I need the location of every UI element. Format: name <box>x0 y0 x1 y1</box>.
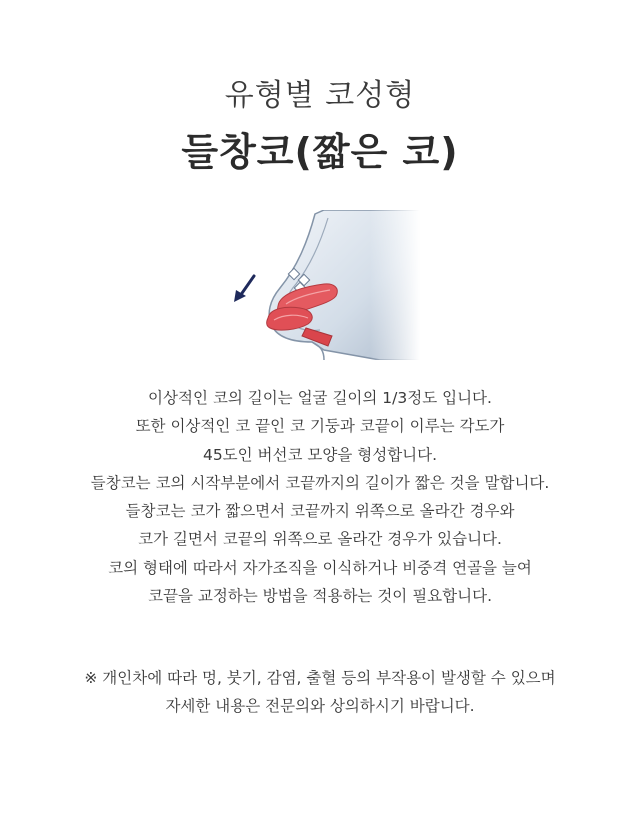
arrow-down-left-icon <box>234 276 254 302</box>
notice-line: ※ 개인차에 따라 멍, 붓기, 감염, 출혈 등의 부작용이 발생할 수 있으며 <box>84 669 556 687</box>
page-title: 들창코(짧은 코) <box>181 130 459 174</box>
description-line: 또한 이상적인 코 끝인 코 기둥과 코끝이 이루는 각도가 <box>135 417 505 436</box>
description-line: 이상적인 코의 길이는 얼굴 길이의 1/3정도 입니다. <box>148 389 492 407</box>
title-wrap <box>0 122 640 182</box>
description-line: 코가 길면서 코끝의 위쪽으로 올라간 경우가 있습니다. <box>138 530 502 549</box>
nose-side-profile-illustration-icon <box>220 210 420 360</box>
notice-line: 자세한 내용은 전문의와 상의하시기 바랍니다. <box>165 697 475 715</box>
page-title-block <box>175 122 464 182</box>
notice-text <box>0 664 640 720</box>
description-line: 들창코는 코의 시작부분에서 코끝까지의 길이가 짧은 것을 말합니다. <box>90 473 550 492</box>
description-text <box>0 384 640 610</box>
description-line: 코의 형태에 따라서 자가조직을 이식하거나 비중격 연골을 늘여 <box>108 558 532 577</box>
page-subtitle: 유형별 코성형 <box>224 78 416 113</box>
nose-illustration <box>220 210 420 360</box>
description-line: 들창코는 코가 짧으면서 코끝까지 위쪽으로 올라간 경우와 <box>125 502 515 521</box>
description-line: 코끝을 교정하는 방법을 적용하는 것이 필요합니다. <box>148 587 492 606</box>
description-line: 45도인 버선코 모양을 형성합니다. <box>202 445 438 464</box>
